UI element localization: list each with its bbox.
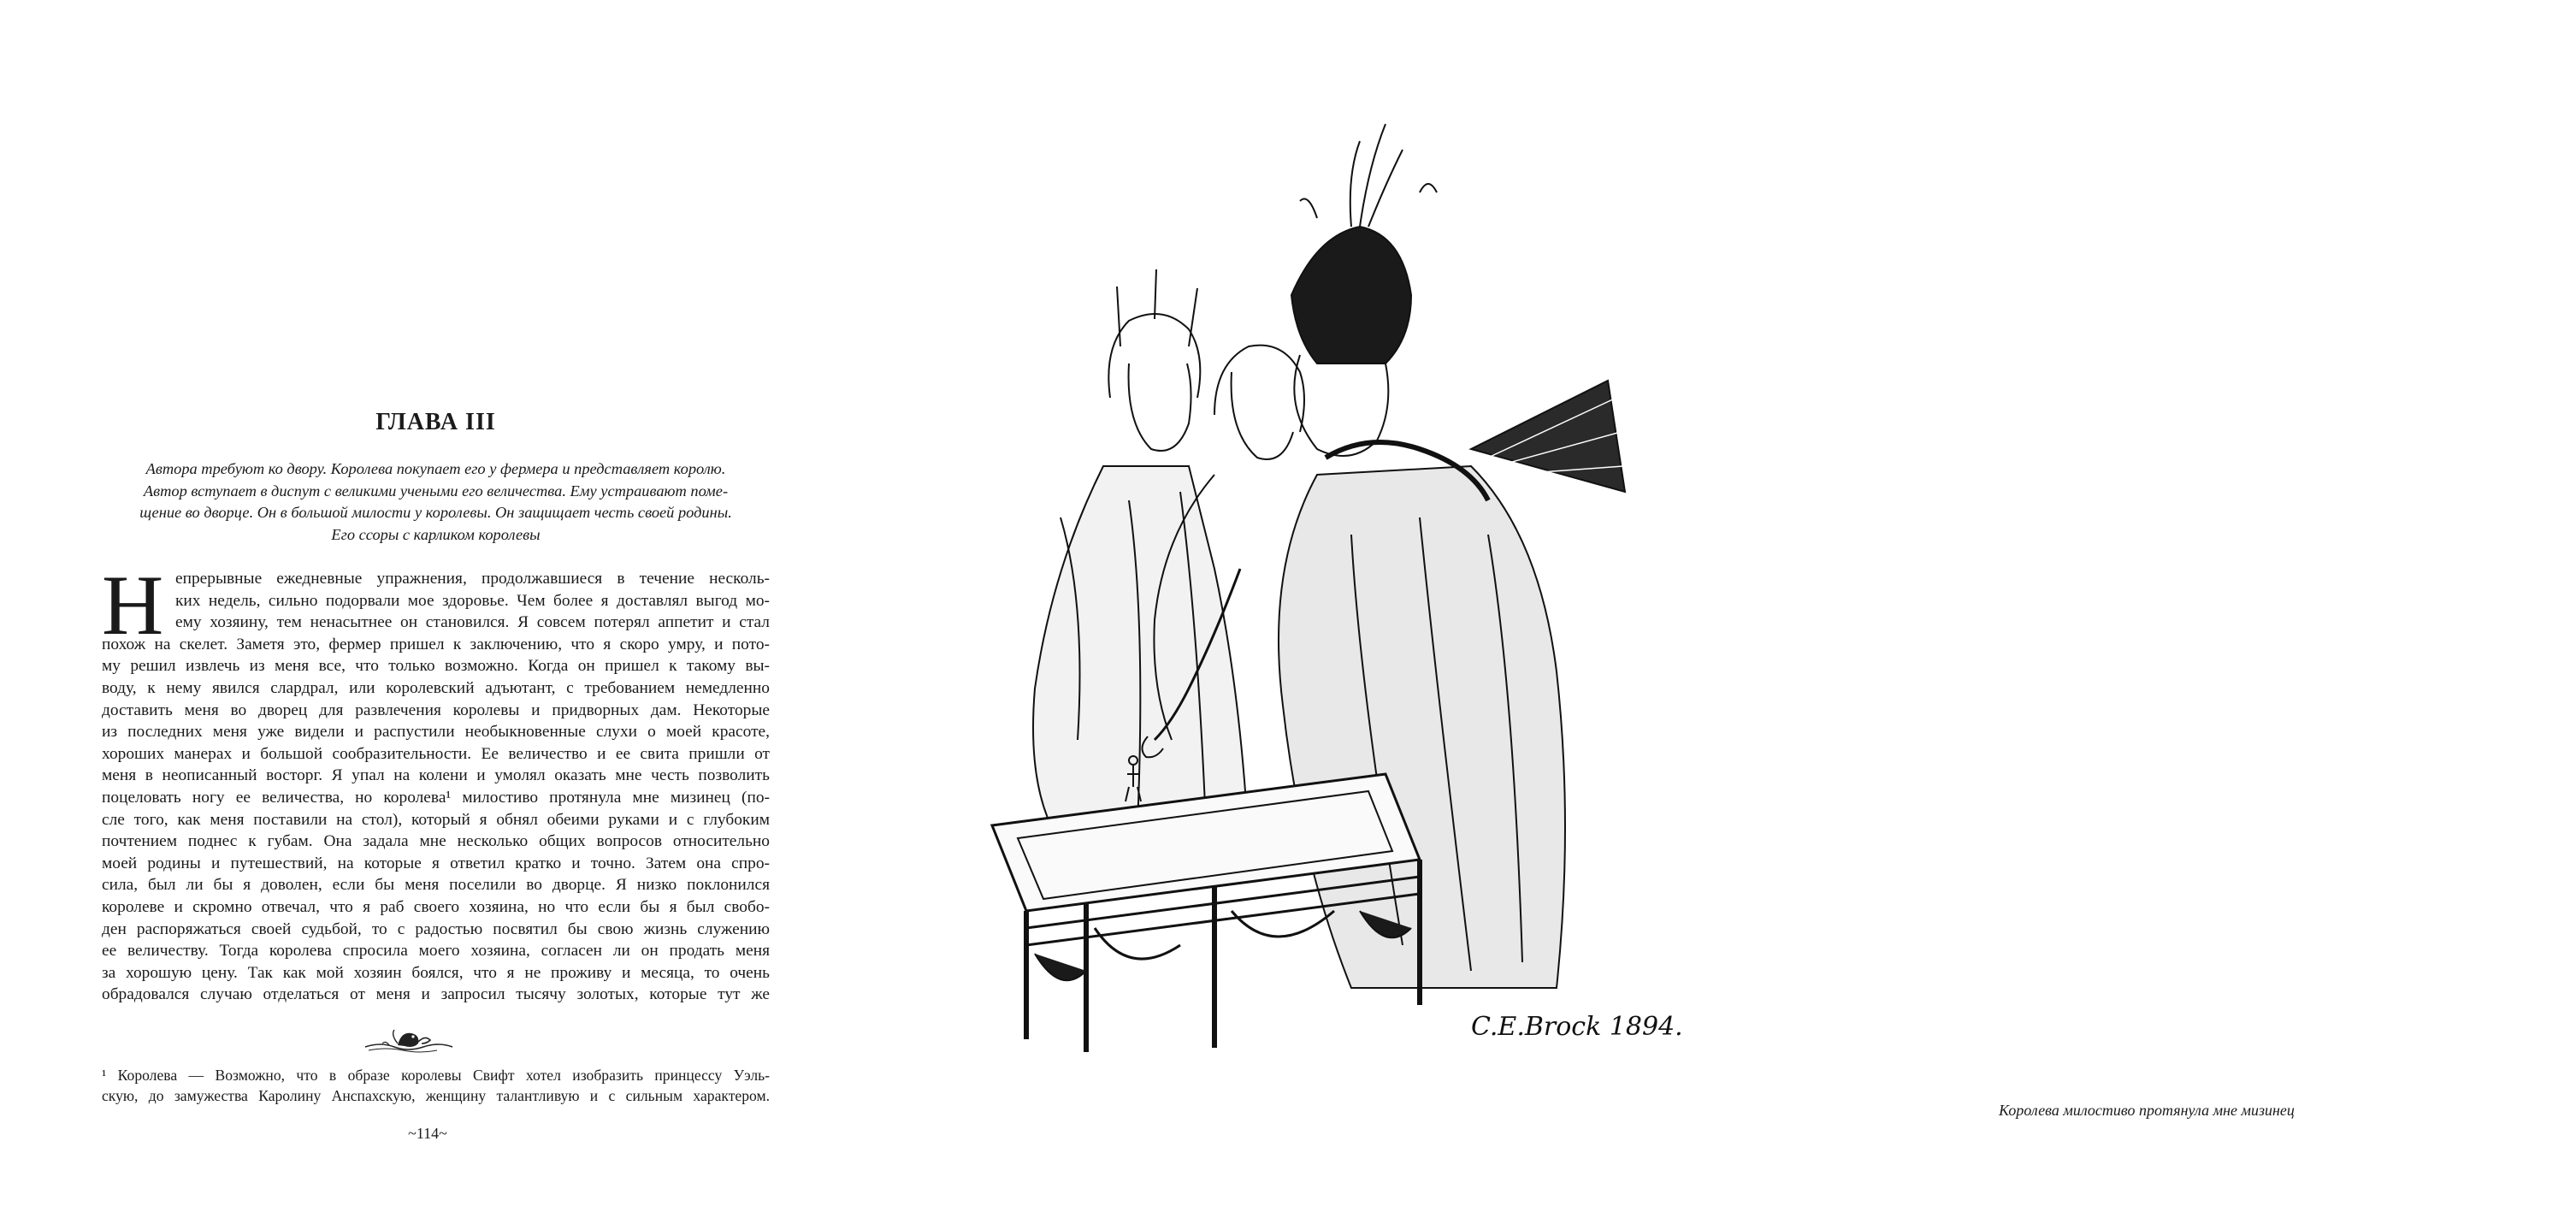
summary-line: Его ссоры с карликом королевы xyxy=(331,525,541,543)
summary-line: Автора требуют ко двору. Королева покупает его у фермера и представляет королю. xyxy=(145,460,726,477)
footnote xyxy=(102,1065,770,1106)
summary-line: щение во дворце. Он в большой милости у королевы. Он защищает честь своей родины. xyxy=(139,504,732,521)
artist-signature: C.E.Brock 1894. xyxy=(1471,1012,1683,1042)
body-line: епрерывные ежедневные упражнения, продолжавшиеся в течение несколь- xyxy=(175,570,770,588)
summary-line: Автор вступает в диспут с великими учеными его величества. Ему устраивают поме- xyxy=(143,482,729,500)
chapter-title: ГЛАВА III xyxy=(375,409,496,435)
body-line: му решил извлечь из меня все, что только возможно. Когда он пришел к такому вы- xyxy=(102,657,770,676)
page-number: ~114~ xyxy=(408,1125,447,1142)
illustration-caption: Королева милостиво протянула мне мизинец xyxy=(1999,1102,2295,1119)
body-line: ему хозяину, тем ненасытнее он становился. Я совсем потерял аппетит и стал xyxy=(175,613,770,632)
body-line: доставить меня во дворец для развлечения королевы и придворных дам. Некоторые xyxy=(102,701,770,719)
footnote-line: скую, до замужества Каролину Анспахскую, женщину талантливую и с сильным характером. xyxy=(102,1087,770,1104)
right-page xyxy=(859,0,2295,1212)
footnote-line: ¹ Королева — Возможно, что в образе королевы Свифт хотел изобразить принцессу Уэль- xyxy=(102,1067,770,1084)
body-line: поцеловать ногу ее величества, но королева¹ милостиво протянула мне мизинец (по- xyxy=(102,788,770,807)
left-page xyxy=(0,0,859,1212)
body-line: сле того, как меня поставили на стол), который я обнял обеими руками и с глубоким xyxy=(102,810,770,829)
body-line: королеве и скромно отвечал, что я раб своего хозяина, но что если бы я был свобо- xyxy=(102,897,770,916)
body-line: меня в неописанный восторг. Я упал на колени и умолял оказать мне честь позволить xyxy=(102,766,770,785)
chapter-body xyxy=(102,558,770,1006)
body-line: из последних меня уже видели и распустили необыкновенные слухи о моей красоте, xyxy=(102,723,770,742)
body-line: похож на скелет. Заметя это, фермер пришел к заключению, что я скоро умру, и пото- xyxy=(102,635,770,653)
body-line: обрадовался случаю отделаться от меня и запросил тысячу золотых, которые тут же xyxy=(102,985,770,1004)
body-line: ких недель, сильно подорвали мое здоровье. Чем более я доставлял выгод мо- xyxy=(175,591,770,610)
body-line: воду, к нему явился слардрал, или королевский адъютант, с требованием немедленно xyxy=(102,678,770,697)
body-line: за хорошую цену. Так как мой хозяин боялся, что я не проживу и месяца, то очень xyxy=(102,963,770,982)
fish-ornament-icon xyxy=(363,1025,454,1054)
drop-cap: Н xyxy=(102,558,164,653)
body-line: моей родины и путешествий, на которые я ответил кратко и точно. Затем она спро- xyxy=(102,854,770,872)
body-line: почтением поднес к губам. Она задала мне несколько общих вопросов относительно xyxy=(102,832,770,851)
body-line: ее величеству. Тогда королева спросила моего хозяина, согласен ли он продать меня xyxy=(102,942,770,961)
body-line: хороших манерах и большой сообразительности. Ее величество и ее свита пришли от xyxy=(102,744,770,763)
body-line: ден распоряжаться своей судьбой, то с радостью посвятил бы свою жизнь служению xyxy=(102,919,770,938)
chapter-summary xyxy=(102,458,770,546)
engraving-illustration xyxy=(958,90,1683,1086)
body-line: сила, был ли бы я доволен, если бы меня поселили во дворце. Я низко поклонился xyxy=(102,876,770,895)
